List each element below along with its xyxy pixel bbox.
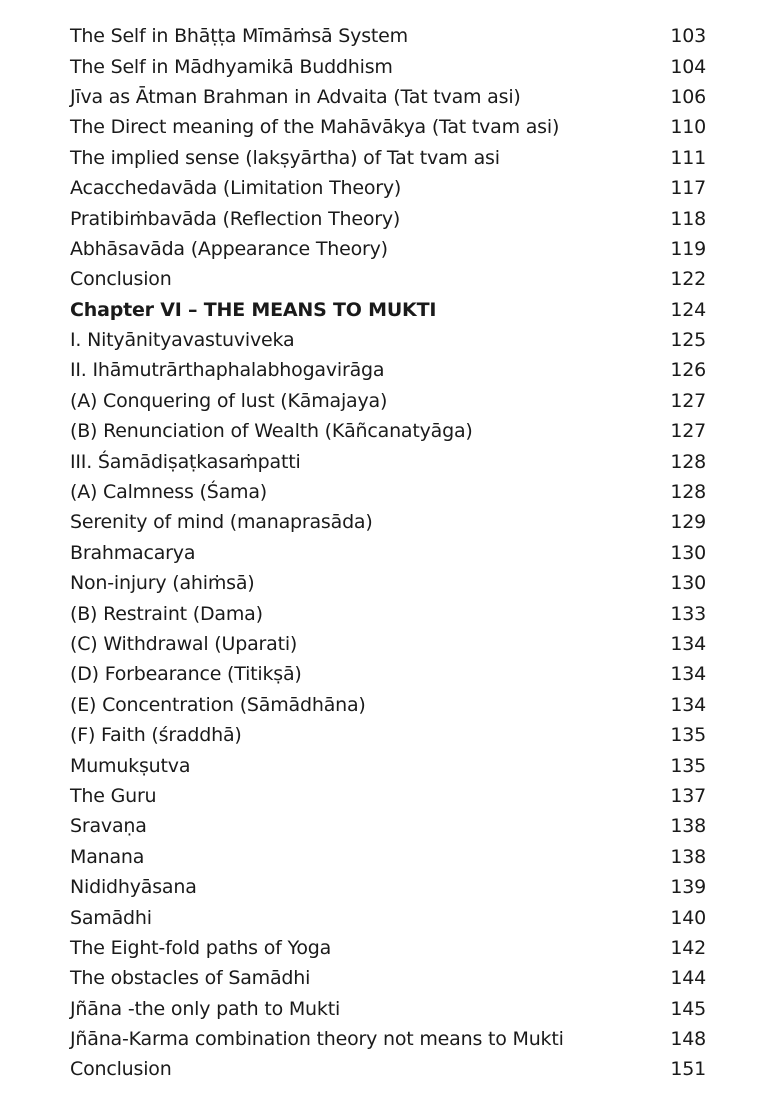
toc-entry <box>70 477 706 507</box>
toc-entry-title: Sravaṇa <box>70 815 147 838</box>
toc-entry <box>70 21 706 51</box>
toc-entry-title: The obstacles of Samādhi <box>70 967 311 990</box>
toc-entry-page-number: 139 <box>670 876 706 899</box>
toc-entry-title: Non-injury (ahiṁsā) <box>70 572 255 595</box>
toc-entry-page-number: 138 <box>670 815 706 838</box>
toc-entry-title: (C) Withdrawal (Uparati) <box>70 633 298 655</box>
toc-entry-page-number: 119 <box>670 237 706 260</box>
toc-entry-title: Nididhyāsana <box>70 876 197 899</box>
toc-entry <box>70 842 706 872</box>
toc-entry-title: Jīva as Ātman Brahman in Advaita (Tat tvam asi) <box>70 85 521 108</box>
toc-entry <box>70 82 706 112</box>
toc-entry-page-number: 134 <box>670 693 706 716</box>
toc-entry-page-number: 137 <box>670 784 706 807</box>
toc-entry <box>70 902 706 932</box>
toc-entry <box>70 629 706 659</box>
toc-entry-page-number: 142 <box>670 936 706 959</box>
toc-entry-title: Chapter VI – THE MEANS TO MUKTI <box>70 298 437 321</box>
toc-entry <box>70 690 706 720</box>
toc-entry <box>70 173 706 203</box>
toc-entry-page-number: 127 <box>670 420 706 443</box>
toc-entry <box>70 51 706 81</box>
toc-entry-page-number: 127 <box>670 389 706 412</box>
toc-entry-title: Manana <box>70 845 145 868</box>
toc-entry <box>70 325 706 355</box>
toc-entry <box>70 507 706 537</box>
toc-entry-page-number: 138 <box>670 845 706 868</box>
toc-entry <box>70 1024 706 1054</box>
toc-entry-title: II. Ihāmutrārthaphalabhogavirāga <box>70 359 385 382</box>
toc-entry-page-number: 144 <box>670 967 706 990</box>
toc-entry-page-number: 128 <box>670 450 706 473</box>
toc-entry-page-number: 129 <box>670 511 706 534</box>
toc-entry-title: (E) Concentration (Sāmādhāna) <box>70 693 366 716</box>
toc-entry-title: Jñāna-Karma combination theory not means to Mukti <box>70 1028 564 1051</box>
toc-entry-page-number: 133 <box>670 602 706 625</box>
toc-entry-title: (A) Conquering of lust (Kāmajaya) <box>70 389 388 412</box>
toc-entry-title: (B) Renunciation of Wealth (Kāñcanatyāga) <box>70 420 473 443</box>
toc-entry-page-number: 122 <box>670 268 706 291</box>
toc-entry <box>70 994 706 1024</box>
toc-entry-page-number: 128 <box>670 481 706 504</box>
toc-entry-title: Samādhi <box>70 906 152 929</box>
toc-entry-page-number: 145 <box>670 997 706 1020</box>
toc-entry <box>70 446 706 476</box>
toc-entry-title: (A) Calmness (Śama) <box>70 481 268 504</box>
toc-entry-page-number: 103 <box>670 25 706 48</box>
toc-entry <box>70 659 706 689</box>
toc-entry-page-number: 125 <box>670 329 706 352</box>
toc-entry-title: Pratibiṁbavāda (Reflection Theory) <box>70 207 401 230</box>
toc-entry <box>70 203 706 233</box>
toc-entry-page-number: 104 <box>670 55 706 78</box>
toc-entry <box>70 416 706 446</box>
toc-entry-title: (D) Forbearance (Titikṣā) <box>70 663 302 686</box>
toc-entry-title: Conclusion <box>70 268 172 291</box>
toc-entry-page-number: 135 <box>670 724 706 747</box>
toc-entry-page-number: 134 <box>670 633 706 655</box>
toc-entry <box>70 750 706 780</box>
toc-entry-title: The Eight-fold paths of Yoga <box>70 936 332 959</box>
toc-entry <box>70 933 706 963</box>
toc-entry-page-number: 117 <box>670 177 706 200</box>
toc-entry-title: Brahmacarya <box>70 541 196 564</box>
toc-entry <box>70 568 706 598</box>
toc-entry <box>70 538 706 568</box>
toc-entry <box>70 386 706 416</box>
toc-entry-title: Acacchedavāda (Limitation Theory) <box>70 177 402 200</box>
toc-entry-title: The Self in Bhāṭṭa Mīmāṁsā System <box>70 25 408 48</box>
toc-entry-title: Mumukṣutva <box>70 754 191 777</box>
toc-entry-title: (F) Faith (śraddhā) <box>70 724 242 747</box>
toc-entry-page-number: 135 <box>670 754 706 777</box>
toc-entry <box>70 355 706 385</box>
toc-entry-page-number: 140 <box>670 906 706 929</box>
toc-entry-title: (B) Restraint (Dama) <box>70 602 263 625</box>
toc-entry-page-number: 118 <box>670 207 706 230</box>
toc-entry-page-number: 124 <box>670 298 706 321</box>
toc-entry-title: Abhāsavāda (Appearance Theory) <box>70 237 388 260</box>
toc-entry-page-number: 134 <box>670 663 706 686</box>
toc-entry-page-number: 151 <box>670 1058 706 1081</box>
toc-entry <box>70 872 706 902</box>
toc-entry <box>70 143 706 173</box>
toc-entry <box>70 598 706 628</box>
toc-entry-title: The implied sense (lakṣyārtha) of Tat tvam asi <box>70 146 500 169</box>
toc-entry-page-number: 111 <box>670 146 706 169</box>
toc-entry-title: The Direct meaning of the Mahāvākya (Tat tvam asi) <box>70 116 560 139</box>
toc-entry-title: I. Nityānityavastuviveka <box>70 329 295 352</box>
toc-entry-title: The Guru <box>70 784 157 807</box>
toc-entry-page-number: 126 <box>670 359 706 382</box>
toc-entry-title: Serenity of mind (manaprasāda) <box>70 511 373 534</box>
toc-entry-title: The Self in Mādhyamikā Buddhism <box>70 55 393 78</box>
toc-entry <box>70 811 706 841</box>
toc-entry-page-number: 148 <box>670 1028 706 1051</box>
toc-entry <box>70 112 706 142</box>
toc-entry <box>70 264 706 294</box>
toc-entry <box>70 234 706 264</box>
toc-entry <box>70 1054 706 1084</box>
toc-entry-page-number: 130 <box>670 541 706 564</box>
toc-chapter-heading <box>70 295 706 325</box>
toc-entry-title: Conclusion <box>70 1058 172 1081</box>
toc-entry-title: III. Śamādiṣaṭkasaṁpatti <box>70 450 301 473</box>
toc-entry-title: Jñāna -the only path to Mukti <box>70 997 341 1020</box>
toc-entry-page-number: 106 <box>670 85 706 108</box>
toc-entry <box>70 781 706 811</box>
toc-entry <box>70 963 706 993</box>
toc-entry-page-number: 110 <box>670 116 706 139</box>
toc-entry <box>70 720 706 750</box>
table-of-contents <box>70 21 706 1085</box>
toc-entry-page-number: 130 <box>670 572 706 595</box>
